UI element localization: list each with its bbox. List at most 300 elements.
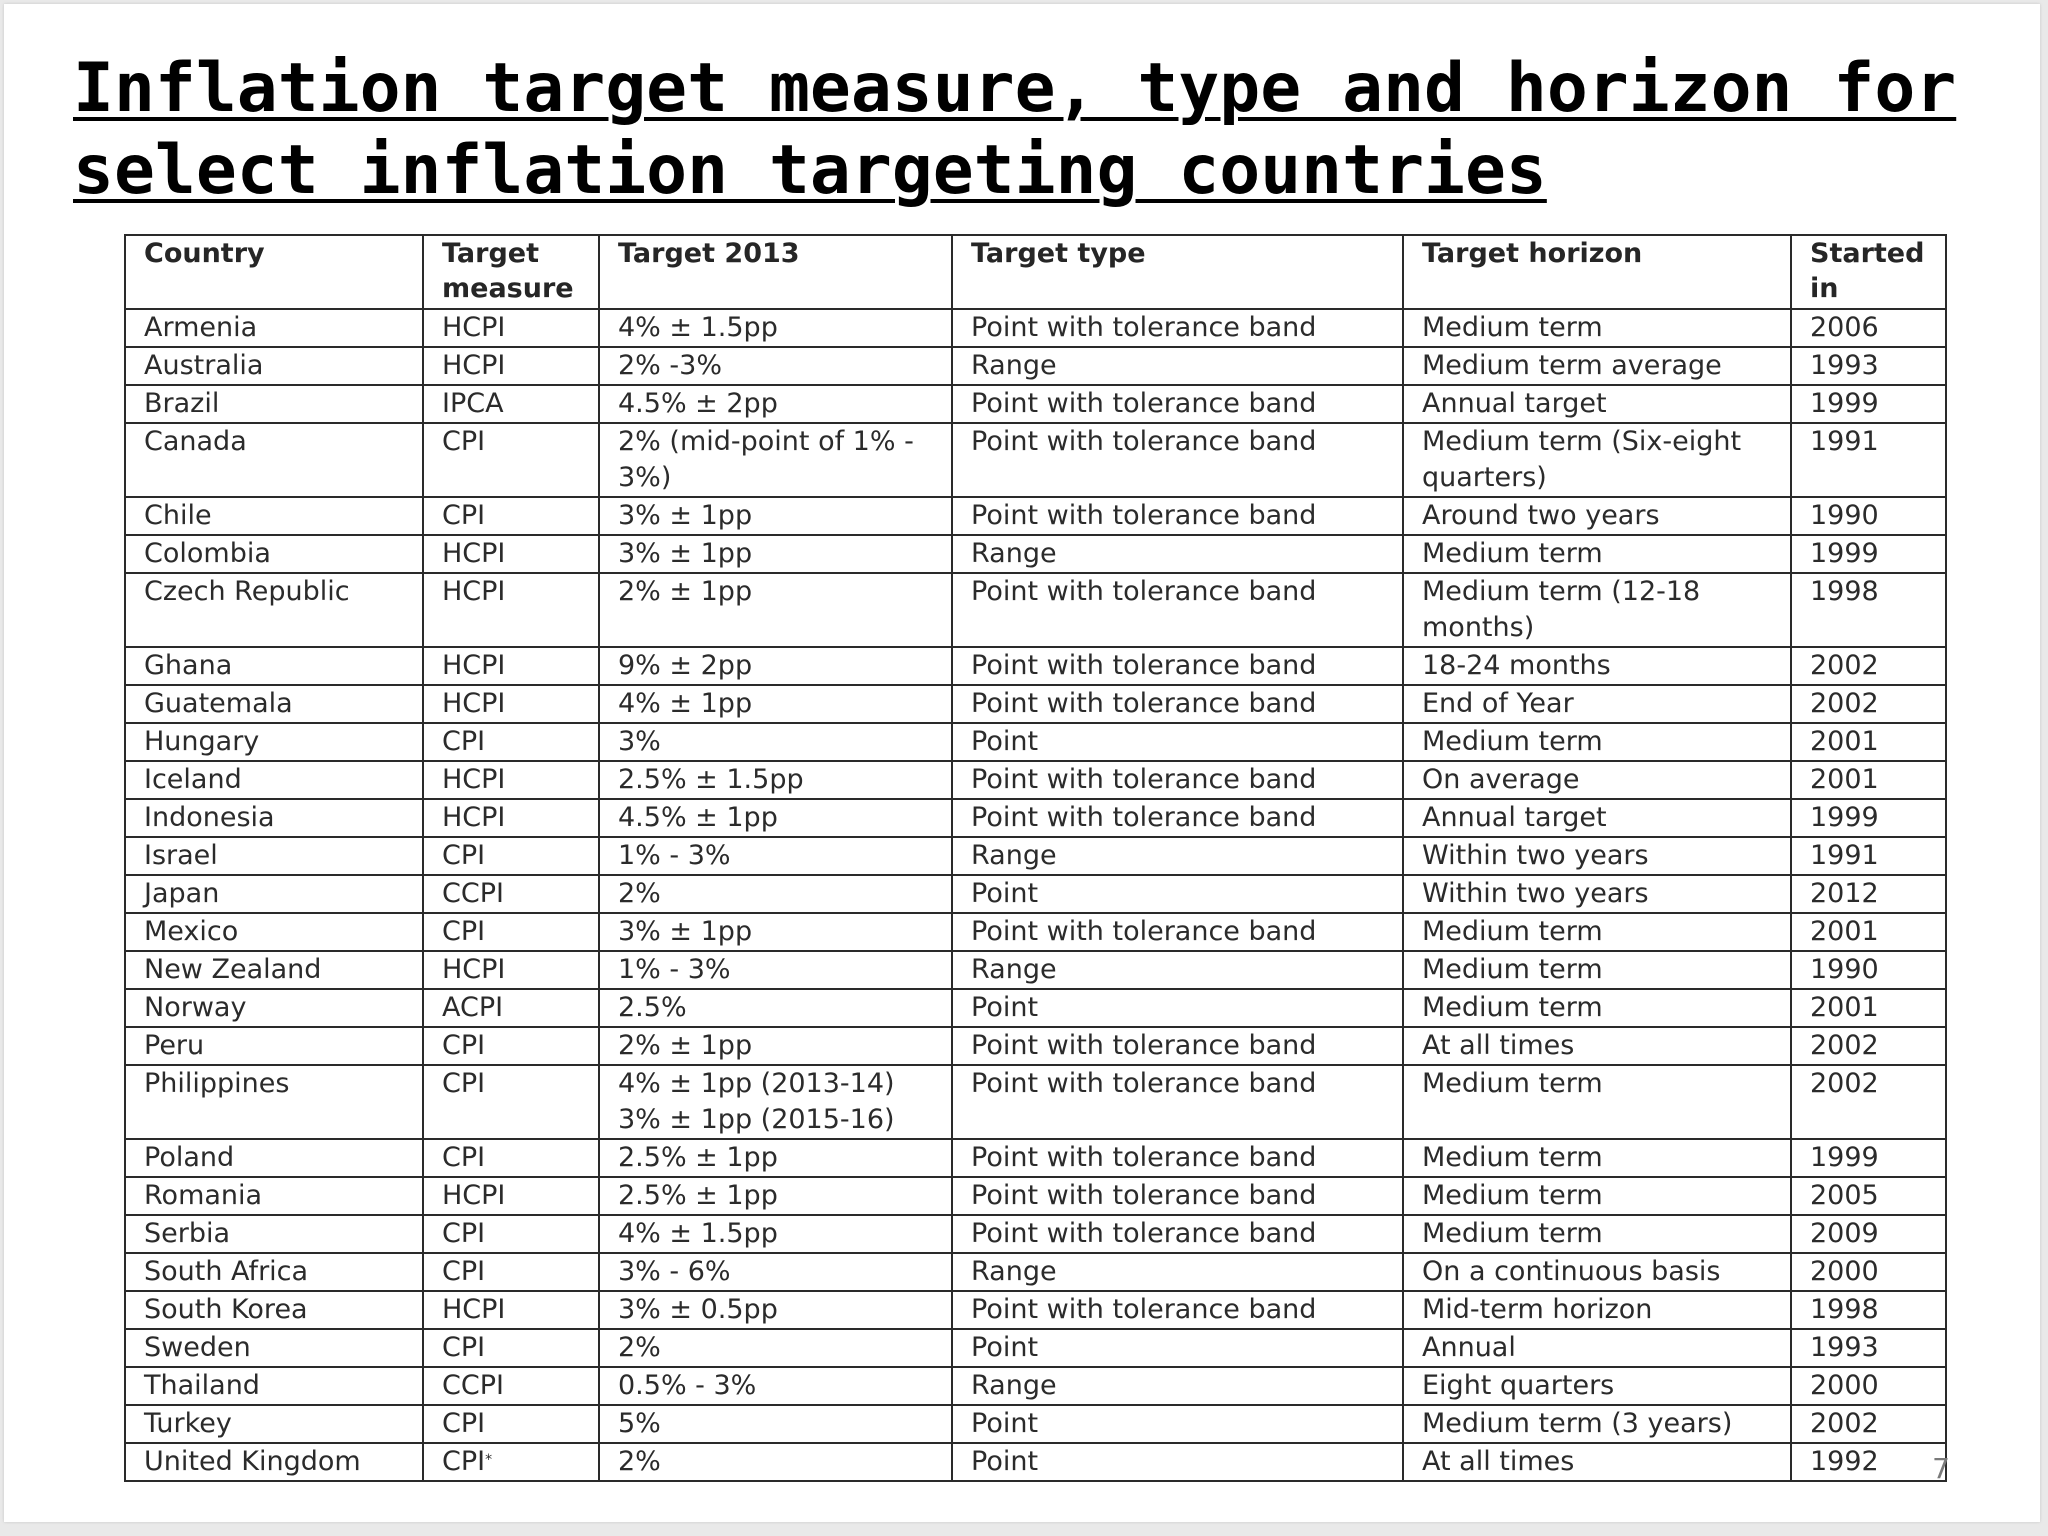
cell-target-type <box>952 1139 1403 1177</box>
table-row <box>125 535 1946 573</box>
cell-target-horizon <box>1403 875 1791 913</box>
cell-country <box>125 989 423 1027</box>
cell-target-horizon-text: Eight quarters <box>1422 1370 1615 1401</box>
cell-target-2013-text: 4.5% ± 1pp <box>618 802 778 833</box>
cell-target-horizon-text: Medium term <box>1422 538 1603 569</box>
cell-country <box>125 1443 423 1481</box>
cell-target-type-text: Point with tolerance band <box>971 1030 1317 1061</box>
cell-started-in <box>1791 913 1946 951</box>
table-row <box>125 1367 1946 1405</box>
cell-country-text: Indonesia <box>144 802 275 833</box>
cell-target-measure-text: CPI <box>442 840 486 871</box>
cell-target-horizon-text: On a continuous basis <box>1422 1256 1721 1287</box>
cell-country <box>125 1291 423 1329</box>
cell-started-in <box>1791 989 1946 1027</box>
cell-target-type <box>952 913 1403 951</box>
cell-country <box>125 799 423 837</box>
cell-target-measure <box>423 951 599 989</box>
cell-target-type-text: Point <box>971 992 1039 1023</box>
cell-target-horizon-text: Medium term <box>1422 1142 1603 1173</box>
cell-target-type-text: Range <box>971 538 1057 569</box>
cell-target-type <box>952 347 1403 385</box>
cell-target-horizon-text: Medium term <box>1422 726 1603 757</box>
cell-country-text: Canada <box>144 426 247 457</box>
cell-target-measure <box>423 989 599 1027</box>
cell-target-2013 <box>599 1215 952 1253</box>
cell-target-horizon-text: Annual target <box>1422 388 1607 419</box>
table-row <box>125 347 1946 385</box>
cell-target-horizon <box>1403 535 1791 573</box>
cell-target-type-text: Point with tolerance band <box>971 1218 1317 1249</box>
table-row <box>125 951 1946 989</box>
table-row <box>125 913 1946 951</box>
cell-target-horizon <box>1403 837 1791 875</box>
cell-target-horizon <box>1403 799 1791 837</box>
cell-target-horizon <box>1403 1065 1791 1139</box>
cell-target-2013-text: 2% (mid-point of 1% - 3%) <box>618 426 914 493</box>
cell-started-in-text: 1998 <box>1810 576 1879 607</box>
cell-started-in <box>1791 497 1946 535</box>
table-row <box>125 1139 1946 1177</box>
cell-target-horizon-text: 18-24 months <box>1422 650 1611 681</box>
cell-started-in-text: 2002 <box>1810 650 1879 681</box>
cell-country-text: Armenia <box>144 312 258 343</box>
cell-target-type-text: Range <box>971 954 1057 985</box>
cell-target-measure-text: CPI <box>442 1142 486 1173</box>
cell-target-2013 <box>599 1367 952 1405</box>
cell-started-in-text: 1999 <box>1810 538 1879 569</box>
cell-started-in-text: 1998 <box>1810 1294 1879 1325</box>
table-row <box>125 1253 1946 1291</box>
cell-target-measure <box>423 1065 599 1139</box>
cell-started-in <box>1791 837 1946 875</box>
cell-target-horizon <box>1403 1215 1791 1253</box>
cell-country <box>125 1253 423 1291</box>
cell-country <box>125 951 423 989</box>
cell-started-in-text: 2006 <box>1810 312 1879 343</box>
cell-target-2013 <box>599 1177 952 1215</box>
table-row <box>125 573 1946 647</box>
cell-started-in-text: 2000 <box>1810 1256 1879 1287</box>
table-body <box>125 309 1946 1481</box>
cell-country-text: Romania <box>144 1180 263 1211</box>
cell-target-measure-text: HCPI <box>442 576 506 607</box>
cell-country <box>125 573 423 647</box>
table-row <box>125 837 1946 875</box>
cell-target-measure <box>423 385 599 423</box>
cell-target-type <box>952 1405 1403 1443</box>
cell-target-type-text: Point with tolerance band <box>971 388 1317 419</box>
cell-target-measure-text: HCPI <box>442 1180 506 1211</box>
cell-started-in-text: 2001 <box>1810 916 1879 947</box>
cell-target-horizon-text: Medium term <box>1422 1068 1603 1099</box>
table-row <box>125 1291 1946 1329</box>
cell-target-2013 <box>599 799 952 837</box>
table-row <box>125 1065 1946 1139</box>
cell-target-horizon-text: Medium term <box>1422 916 1603 947</box>
cell-started-in-text: 1999 <box>1810 1142 1879 1173</box>
cell-target-type-text: Point <box>971 726 1039 757</box>
cell-country-text: Brazil <box>144 388 220 419</box>
cell-target-horizon <box>1403 573 1791 647</box>
cell-target-measure <box>423 347 599 385</box>
cell-target-type <box>952 647 1403 685</box>
cell-target-2013-text: 2% <box>618 1332 661 1363</box>
table-row <box>125 647 1946 685</box>
cell-country-text: Japan <box>144 878 220 909</box>
cell-started-in <box>1791 723 1946 761</box>
cell-target-2013-text: 3% ± 0.5pp <box>618 1294 778 1325</box>
cell-target-2013 <box>599 573 952 647</box>
cell-country <box>125 1139 423 1177</box>
cell-started-in <box>1791 1329 1946 1367</box>
cell-target-horizon <box>1403 1177 1791 1215</box>
cell-country <box>125 497 423 535</box>
cell-country-text: Poland <box>144 1142 235 1173</box>
cell-target-measure-text: HCPI <box>442 688 506 719</box>
cell-target-horizon-text: Medium term average <box>1422 350 1722 381</box>
cell-target-type-text: Point with tolerance band <box>971 426 1317 457</box>
cell-target-type-text: Point <box>971 878 1039 909</box>
cell-target-2013-text: 3% ± 1pp <box>618 500 753 531</box>
cell-target-horizon <box>1403 385 1791 423</box>
cell-target-type-text: Range <box>971 1256 1057 1287</box>
cell-target-type <box>952 1215 1403 1253</box>
cell-target-measure-text: IPCA <box>442 388 504 419</box>
cell-country-text: Thailand <box>144 1370 260 1401</box>
cell-target-type <box>952 1027 1403 1065</box>
cell-started-in <box>1791 347 1946 385</box>
cell-target-measure-text: HCPI <box>442 954 506 985</box>
cell-target-2013 <box>599 685 952 723</box>
cell-target-measure <box>423 1329 599 1367</box>
cell-target-2013 <box>599 497 952 535</box>
cell-target-measure-text: CPI <box>442 1446 486 1477</box>
cell-target-type <box>952 799 1403 837</box>
cell-target-measure <box>423 1443 599 1481</box>
cell-target-2013-text: 0.5% - 3% <box>618 1370 757 1401</box>
cell-target-horizon-text: Within two years <box>1422 840 1649 871</box>
cell-country <box>125 875 423 913</box>
cell-target-measure <box>423 1253 599 1291</box>
cell-country <box>125 837 423 875</box>
cell-target-measure-text: CPI <box>442 426 486 457</box>
cell-target-2013 <box>599 989 952 1027</box>
cell-target-2013-text: 2.5% ± 1.5pp <box>618 764 804 795</box>
cell-target-2013-text: 3% - 6% <box>618 1256 731 1287</box>
cell-country-text: Peru <box>144 1030 205 1061</box>
cell-target-2013-text: 3% <box>618 726 661 757</box>
cell-started-in <box>1791 875 1946 913</box>
cell-target-type-text: Point with tolerance band <box>971 1294 1317 1325</box>
cell-target-type-text: Range <box>971 350 1057 381</box>
cell-target-type <box>952 497 1403 535</box>
cell-target-horizon <box>1403 685 1791 723</box>
cell-target-horizon-text: Mid-term horizon <box>1422 1294 1653 1325</box>
cell-target-2013-text: 2.5% <box>618 992 687 1023</box>
table-row <box>125 1215 1946 1253</box>
cell-target-type-text: Point with tolerance band <box>971 576 1317 607</box>
cell-target-measure <box>423 1215 599 1253</box>
cell-target-type <box>952 1253 1403 1291</box>
cell-target-2013-text: 9% ± 2pp <box>618 650 753 681</box>
cell-started-in-text: 2002 <box>1810 1030 1879 1061</box>
cell-target-measure-text: HCPI <box>442 650 506 681</box>
table-row <box>125 1027 1946 1065</box>
cell-target-horizon <box>1403 647 1791 685</box>
cell-target-2013 <box>599 347 952 385</box>
cell-target-horizon-text: Around two years <box>1422 500 1660 531</box>
cell-target-type-text: Point <box>971 1332 1039 1363</box>
cell-target-2013 <box>599 913 952 951</box>
cell-target-2013-text: 2% ± 1pp <box>618 576 753 607</box>
cell-country-text: New Zealand <box>144 954 322 985</box>
cell-target-measure <box>423 1139 599 1177</box>
cell-target-horizon-text: End of Year <box>1422 688 1574 719</box>
cell-target-2013 <box>599 723 952 761</box>
cell-target-2013 <box>599 385 952 423</box>
cell-target-measure <box>423 1405 599 1443</box>
cell-target-2013-text: 1% - 3% <box>618 840 731 871</box>
cell-target-horizon <box>1403 1291 1791 1329</box>
cell-target-type <box>952 951 1403 989</box>
cell-target-type <box>952 1329 1403 1367</box>
cell-target-measure <box>423 423 599 497</box>
cell-target-2013-text: 4% ± 1.5pp <box>618 312 778 343</box>
cell-country <box>125 723 423 761</box>
cell-started-in <box>1791 1367 1946 1405</box>
cell-target-measure-text: CPI <box>442 1068 486 1099</box>
cell-target-horizon-text: Within two years <box>1422 878 1649 909</box>
cell-target-measure-text: CCPI <box>442 1370 504 1401</box>
cell-target-horizon <box>1403 989 1791 1027</box>
cell-target-measure-text: HCPI <box>442 764 506 795</box>
cell-target-2013-text: 3% ± 1pp <box>618 538 753 569</box>
table-header-row <box>125 235 1946 309</box>
cell-target-type <box>952 761 1403 799</box>
cell-target-type <box>952 1177 1403 1215</box>
table-row <box>125 309 1946 347</box>
cell-country <box>125 1329 423 1367</box>
cell-started-in <box>1791 1177 1946 1215</box>
cell-started-in <box>1791 685 1946 723</box>
table-row <box>125 1443 1946 1481</box>
cell-country <box>125 1405 423 1443</box>
cell-country-text: Mexico <box>144 916 239 947</box>
cell-started-in <box>1791 1215 1946 1253</box>
cell-target-measure <box>423 875 599 913</box>
cell-target-measure-text: CPI <box>442 1256 486 1287</box>
cell-target-2013-text: 4% ± 1pp <box>618 688 753 719</box>
cell-country <box>125 913 423 951</box>
cell-country-text: Norway <box>144 992 247 1023</box>
cell-country <box>125 535 423 573</box>
cell-country <box>125 685 423 723</box>
cell-target-2013-text: 4% ± 1pp (2013-14) 3% ± 1pp (2015-16) <box>618 1068 895 1135</box>
cell-target-horizon-text: Medium term <box>1422 954 1603 985</box>
cell-started-in-text: 2009 <box>1810 1218 1879 1249</box>
cell-country-text: Serbia <box>144 1218 231 1249</box>
cell-country-text: Israel <box>144 840 218 871</box>
slide-title: Inflation target measure, type and horizon for select inflation targeting countries <box>73 49 1957 210</box>
cell-target-horizon <box>1403 913 1791 951</box>
cell-target-2013-text: 5% <box>618 1408 661 1439</box>
cell-started-in <box>1791 535 1946 573</box>
cell-target-type-text: Point <box>971 1446 1039 1477</box>
cell-target-2013-text: 4% ± 1.5pp <box>618 1218 778 1249</box>
cell-started-in-text: 2005 <box>1810 1180 1879 1211</box>
cell-started-in-text: 2002 <box>1810 688 1879 719</box>
header-target-2013: Target 2013 <box>599 235 952 309</box>
cell-country <box>125 1177 423 1215</box>
cell-target-2013 <box>599 423 952 497</box>
table-row <box>125 989 1946 1027</box>
cell-target-horizon <box>1403 347 1791 385</box>
cell-country-text: Australia <box>144 350 264 381</box>
cell-target-type <box>952 535 1403 573</box>
cell-target-horizon-text: Medium term (Six-eight quarters) <box>1422 426 1742 493</box>
cell-target-2013-text: 2% -3% <box>618 350 722 381</box>
cell-target-measure <box>423 647 599 685</box>
cell-target-measure-text: HCPI <box>442 312 506 343</box>
table-row <box>125 685 1946 723</box>
cell-target-measure-text: HCPI <box>442 802 506 833</box>
cell-target-2013 <box>599 1139 952 1177</box>
cell-country-text: United Kingdom <box>144 1446 361 1477</box>
cell-target-horizon-text: Medium term (12-18 months) <box>1422 576 1701 643</box>
cell-country-text: Chile <box>144 500 212 531</box>
table-image-panel <box>112 212 1970 1494</box>
cell-target-horizon <box>1403 1367 1791 1405</box>
cell-target-type <box>952 685 1403 723</box>
cell-target-2013 <box>599 837 952 875</box>
cell-started-in-text: 2001 <box>1810 992 1879 1023</box>
cell-target-horizon <box>1403 1443 1791 1481</box>
table-row <box>125 1329 1946 1367</box>
cell-country <box>125 385 423 423</box>
cell-started-in-text: 2000 <box>1810 1370 1879 1401</box>
cell-target-type <box>952 309 1403 347</box>
cell-country <box>125 1215 423 1253</box>
cell-started-in-text: 2002 <box>1810 1068 1879 1099</box>
cell-target-2013-text: 4.5% ± 2pp <box>618 388 778 419</box>
cell-target-2013 <box>599 875 952 913</box>
cell-target-measure <box>423 761 599 799</box>
cell-target-type <box>952 573 1403 647</box>
header-started-in: Started in <box>1791 235 1946 309</box>
cell-started-in <box>1791 423 1946 497</box>
cell-country-text: Guatemala <box>144 688 293 719</box>
cell-started-in-text: 1990 <box>1810 500 1879 531</box>
cell-target-type-text: Range <box>971 1370 1057 1401</box>
cell-target-measure <box>423 1177 599 1215</box>
cell-target-horizon-text: Medium term <box>1422 312 1603 343</box>
cell-target-measure-text: HCPI <box>442 1294 506 1325</box>
cell-target-horizon <box>1403 1253 1791 1291</box>
footnote-mark: * <box>485 1452 493 1468</box>
cell-target-type-text: Point with tolerance band <box>971 650 1317 681</box>
cell-started-in-text: 1992 <box>1810 1446 1879 1477</box>
cell-target-type-text: Range <box>971 840 1057 871</box>
cell-target-measure-text: HCPI <box>442 538 506 569</box>
cell-country-text: Hungary <box>144 726 260 757</box>
cell-target-horizon-text: Medium term (3 years) <box>1422 1408 1733 1439</box>
cell-target-2013 <box>599 1329 952 1367</box>
cell-target-horizon <box>1403 497 1791 535</box>
cell-target-measure <box>423 497 599 535</box>
cell-target-2013-text: 3% ± 1pp <box>618 916 753 947</box>
cell-target-measure-text: HCPI <box>442 350 506 381</box>
cell-target-horizon <box>1403 1139 1791 1177</box>
cell-started-in-text: 1999 <box>1810 388 1879 419</box>
cell-target-2013-text: 2% <box>618 878 661 909</box>
table-row <box>125 497 1946 535</box>
table-row <box>125 799 1946 837</box>
cell-target-measure-text: CPI <box>442 726 486 757</box>
header-target-type: Target type <box>952 235 1403 309</box>
table-row <box>125 423 1946 497</box>
cell-target-2013-text: 2% <box>618 1446 661 1477</box>
table-row <box>125 1177 1946 1215</box>
cell-target-2013 <box>599 535 952 573</box>
cell-target-2013 <box>599 761 952 799</box>
cell-started-in <box>1791 1139 1946 1177</box>
cell-target-horizon <box>1403 1405 1791 1443</box>
cell-target-measure <box>423 535 599 573</box>
cell-country-text: Iceland <box>144 764 242 795</box>
cell-target-measure <box>423 309 599 347</box>
cell-target-measure <box>423 799 599 837</box>
cell-started-in <box>1791 309 1946 347</box>
cell-country-text: Philippines <box>144 1068 290 1099</box>
cell-target-measure <box>423 1367 599 1405</box>
cell-target-type-text: Point <box>971 1408 1039 1439</box>
cell-target-measure-text: CPI <box>442 916 486 947</box>
cell-target-horizon <box>1403 723 1791 761</box>
cell-target-2013 <box>599 309 952 347</box>
cell-started-in <box>1791 761 1946 799</box>
table-row <box>125 761 1946 799</box>
cell-country-text: Czech Republic <box>144 576 350 607</box>
cell-country-text: Turkey <box>144 1408 232 1439</box>
cell-target-horizon <box>1403 761 1791 799</box>
cell-country <box>125 1367 423 1405</box>
cell-started-in <box>1791 1405 1946 1443</box>
cell-target-2013-text: 1% - 3% <box>618 954 731 985</box>
cell-target-2013 <box>599 951 952 989</box>
cell-started-in-text: 1991 <box>1810 840 1879 871</box>
cell-started-in <box>1791 385 1946 423</box>
cell-target-measure-text: CPI <box>442 1030 486 1061</box>
cell-started-in-text: 2001 <box>1810 726 1879 757</box>
cell-target-horizon-text: Annual target <box>1422 802 1607 833</box>
cell-target-horizon-text: Medium term <box>1422 992 1603 1023</box>
cell-target-2013-text: 2.5% ± 1pp <box>618 1180 778 1211</box>
cell-target-type <box>952 1291 1403 1329</box>
cell-country-text: South Africa <box>144 1256 309 1287</box>
cell-started-in-text: 2012 <box>1810 878 1879 909</box>
cell-target-horizon-text: At all times <box>1422 1030 1575 1061</box>
table-row <box>125 723 1946 761</box>
cell-started-in <box>1791 1253 1946 1291</box>
cell-target-measure-text: CPI <box>442 1218 486 1249</box>
cell-target-type-text: Point with tolerance band <box>971 916 1317 947</box>
cell-target-horizon-text: At all times <box>1422 1446 1575 1477</box>
cell-target-measure <box>423 837 599 875</box>
slide <box>4 4 2040 1522</box>
cell-target-measure-text: CPI <box>442 1332 486 1363</box>
cell-target-measure-text: CCPI <box>442 878 504 909</box>
